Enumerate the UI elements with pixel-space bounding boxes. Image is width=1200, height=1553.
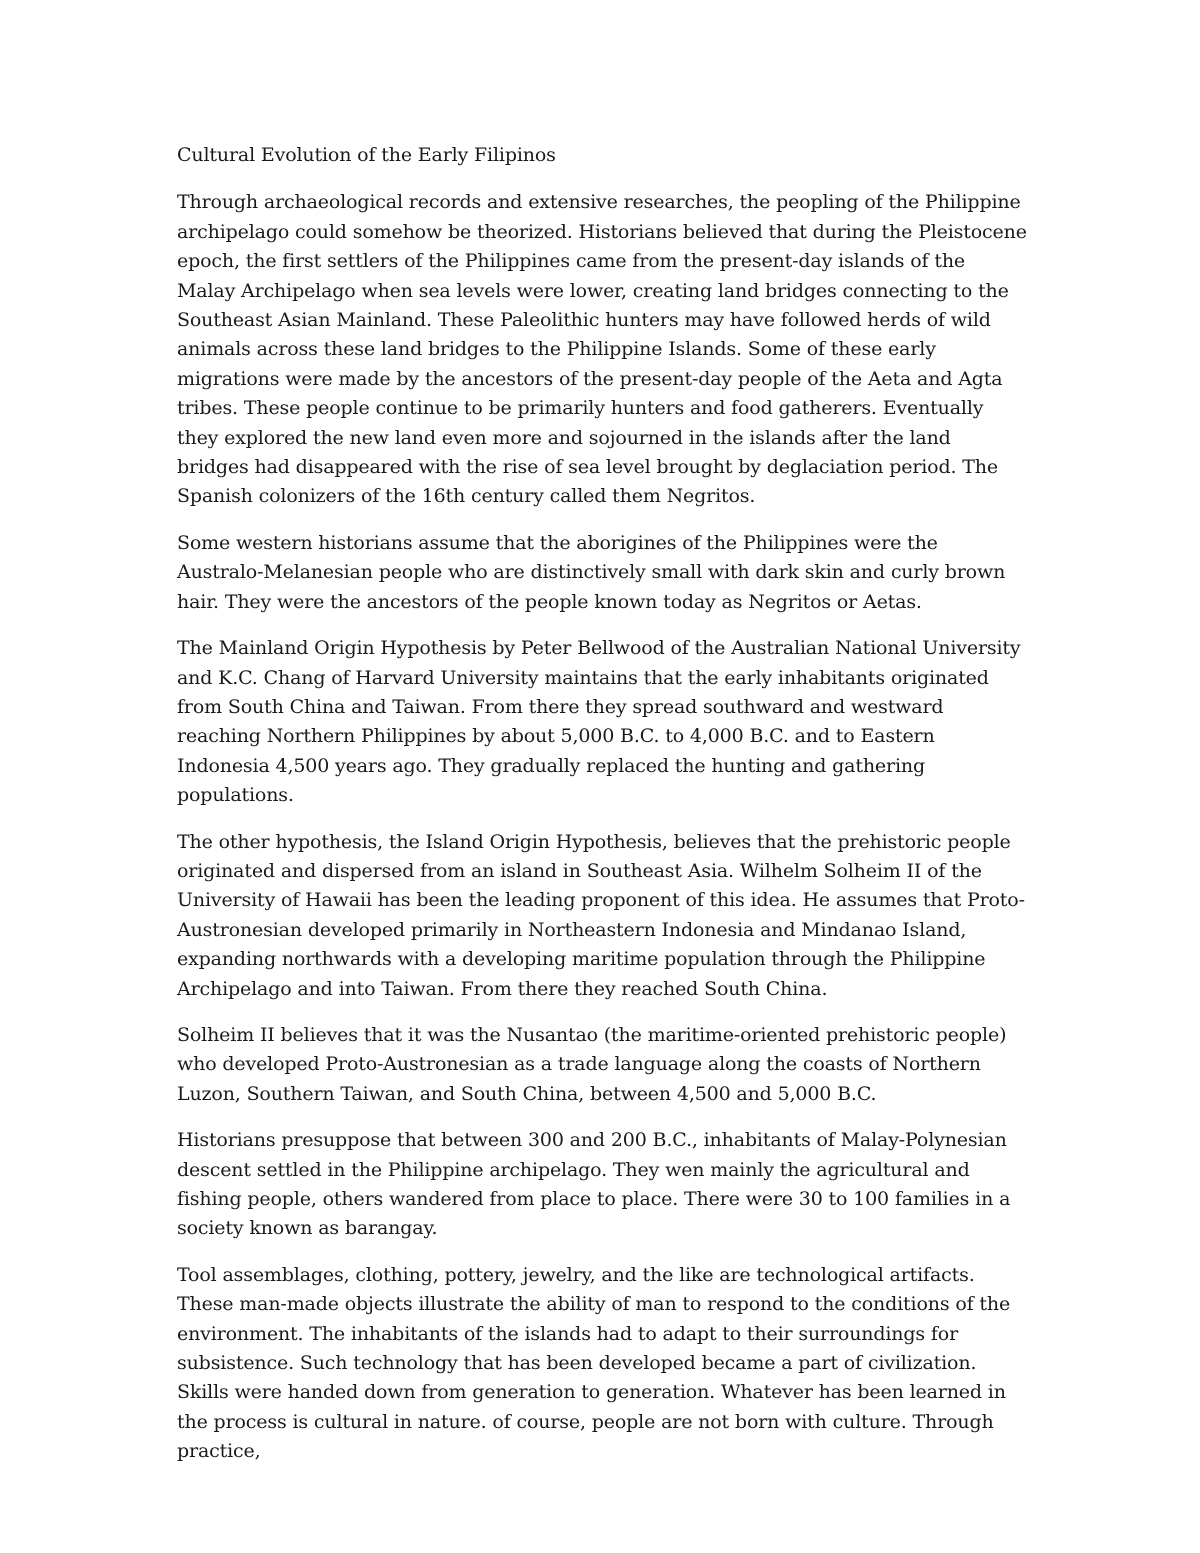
document-title: Cultural Evolution of the Early Filipinos: [177, 144, 556, 166]
paragraph-peopling: Through archaeological records and extensive researches, the peopling of the Philippine archipelago could somehow be theorized. Historians believed that during the Pleistocene epoch, the first settlers of the Philippines came from the present-day islands of the Malay Archipelago when sea levels were lower, creating land bridges connecting to the Southeast Asian Mainland. These Paleolithic hunters may have followed herds of wild animals across these land bridges to the Philippine Islands. Some of these early migrations were made by the ancestors of the present-day people of the Aeta and Agta tribes. These people continue to be primarily hunters and food gatherers. Eventually they explored the new land even more and sojourned in the islands after the land bridges had disappeared with the rise of sea level brought by deglaciation period. The Spanish colonizers of the 16th century called them Negritos.: [177, 191, 1027, 508]
paragraph-technology: Tool assemblages, clothing, pottery, jewelry, and the like are technological artifacts. These man-made objects illustrate the ability of man to respond to the conditions of the environment. The inhabitants of the islands had to adapt to their surroundings for subsistence. Such technology that has been developed became a part of civilization. Skills were handed down from generation to generation. Whatever has been learned in the process is cultural in nature. of course, people are not born with culture. Through practice,: [177, 1263, 1011, 1463]
paragraph-nusantao: Solheim II believes that it was the Nusantao (the maritime-oriented prehistoric people) who developed Proto-Austronesian as a trade language along the coasts of Northern Luzon, Southern Taiwan, and South China, between 4,500 and 5,000 B.C.: [177, 1023, 1007, 1105]
paragraph-island-origin: The other hypothesis, the Island Origin Hypothesis, believes that the prehistoric people originated and dispersed from an island in Southeast Asia. Wilhelm Solheim II of the University of Hawaii has been the leading proponent of this idea. He assumes that Proto-Austronesian developed primarily in Northeastern Indonesia and Mindanao Island, expanding northwards with a developing maritime population through the Philippine Archipelago and into Taiwan. From there they reached South China.: [177, 830, 1025, 1000]
paragraph-mainland-origin: The Mainland Origin Hypothesis by Peter Bellwood of the Australian National University and K.C. Chang of Harvard University maintains that the early inhabitants originated from South China and Taiwan. From there they spread southward and westward reaching Northern Philippines by about 5,000 B.C. to 4,000 B.C. and to Eastern Indonesia 4,500 years ago. They gradually replaced the hunting and gathering populations.: [177, 637, 1021, 807]
document-page: [177, 141, 1027, 1484]
paragraph-aborigines: Some western historians assume that the aborigines of the Philippines were the Australo-Melanesian people who are distinctively small with dark skin and curly brown hair. They were the ancestors of the people known today as Negritos or Aetas.: [177, 531, 1006, 613]
paragraph-barangay: Historians presuppose that between 300 and 200 B.C., inhabitants of Malay-Polynesian descent settled in the Philippine archipelago. They wen mainly the agricultural and fishing people, others wandered from place to place. There were 30 to 100 families in a society known as barangay.: [177, 1129, 1011, 1240]
